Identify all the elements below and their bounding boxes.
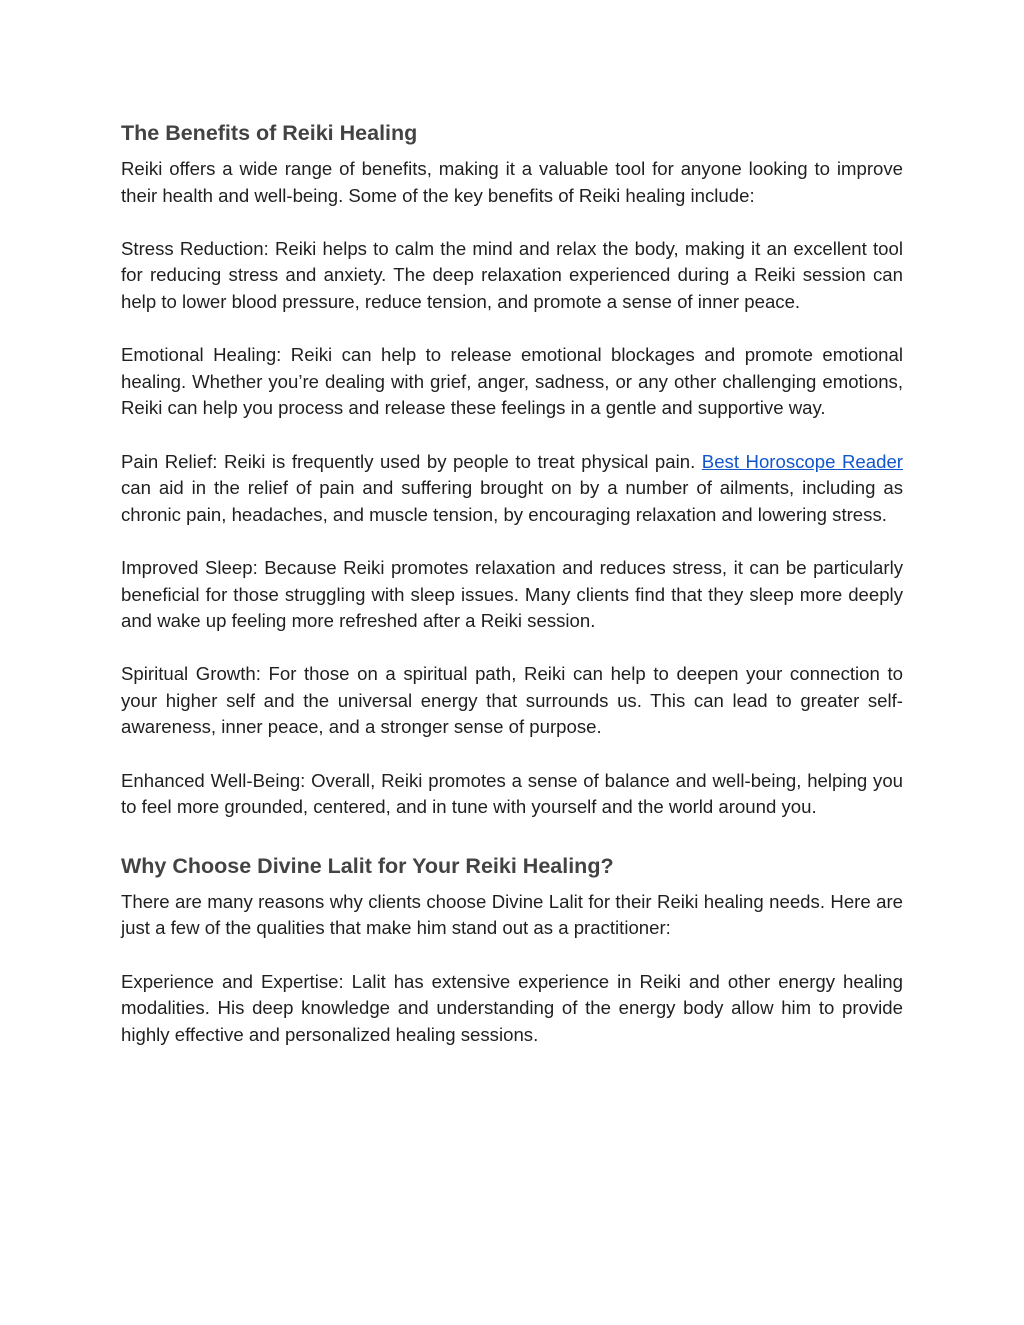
pain-relief-text-after: can aid in the relief of pain and suffering brought on by a number of ailments, including as chronic pain, headaches, and muscle tension, by encouraging relaxation and lowering stress. [121,477,903,525]
improved-sleep-paragraph: Improved Sleep: Because Reiki promotes relaxation and reduces stress, it can be particularly beneficial for those struggling with sleep issues. Many clients find that they sleep more deeply and wake up feeling more refreshed after a Reiki session. [121,556,903,632]
enhanced-wellbeing-paragraph: Enhanced Well-Being: Overall, Reiki promotes a sense of balance and well-being, helping you to feel more grounded, centered, and in tune with yourself and the world around you. [121,769,903,818]
pain-relief-text-before: Pain Relief: Reiki is frequently used by people to treat physical pain. [121,450,702,472]
experience-expertise-paragraph: Experience and Expertise: Lalit has extensive experience in Reiki and other energy healing modalities. His deep knowledge and understanding of the energy body allow him to provide highly effective and personalized healing sessions. [121,970,903,1045]
spiritual-growth-paragraph: Spiritual Growth: For those on a spiritual path, Reiki can help to deepen your connection to your higher self and the universal energy that surrounds us. This can lead to greater self-awareness, inner peace, and a stronger sense of purpose. [121,663,903,738]
pain-relief-paragraph [121,449,903,529]
section-heading-benefits: The Benefits of Reiki Healing [121,121,418,145]
document-page [121,116,903,1048]
stress-reduction-paragraph: Stress Reduction: Reiki helps to calm the mind and relax the body, making it an excellent tool for reducing stress and anxiety. The deep relaxation experienced during a Reiki session can help to lower blood pressure, reduce tension, and promote a sense of inner peace. [121,237,903,312]
emotional-healing-paragraph: Emotional Healing: Reiki can help to release emotional blockages and promote emotional healing. Whether you’re dealing with grief, anger, sadness, or any other challenging emotions, Reiki can help you process and release these feelings in a gentle and supportive way. [121,344,903,419]
best-horoscope-reader-link[interactable]: Best Horoscope Reader [701,450,903,472]
benefits-intro-paragraph: Reiki offers a wide range of benefits, making it a valuable tool for anyone looking to improve their health and well-being. Some of the key benefits of Reiki healing include: [121,158,903,206]
section-heading-why-choose: Why Choose Divine Lalit for Your Reiki Healing? [121,853,614,878]
why-choose-intro-paragraph: There are many reasons why clients choose Divine Lalit for their Reiki healing needs. Here are just a few of the qualities that make him stand out as a practitioner: [121,890,903,939]
